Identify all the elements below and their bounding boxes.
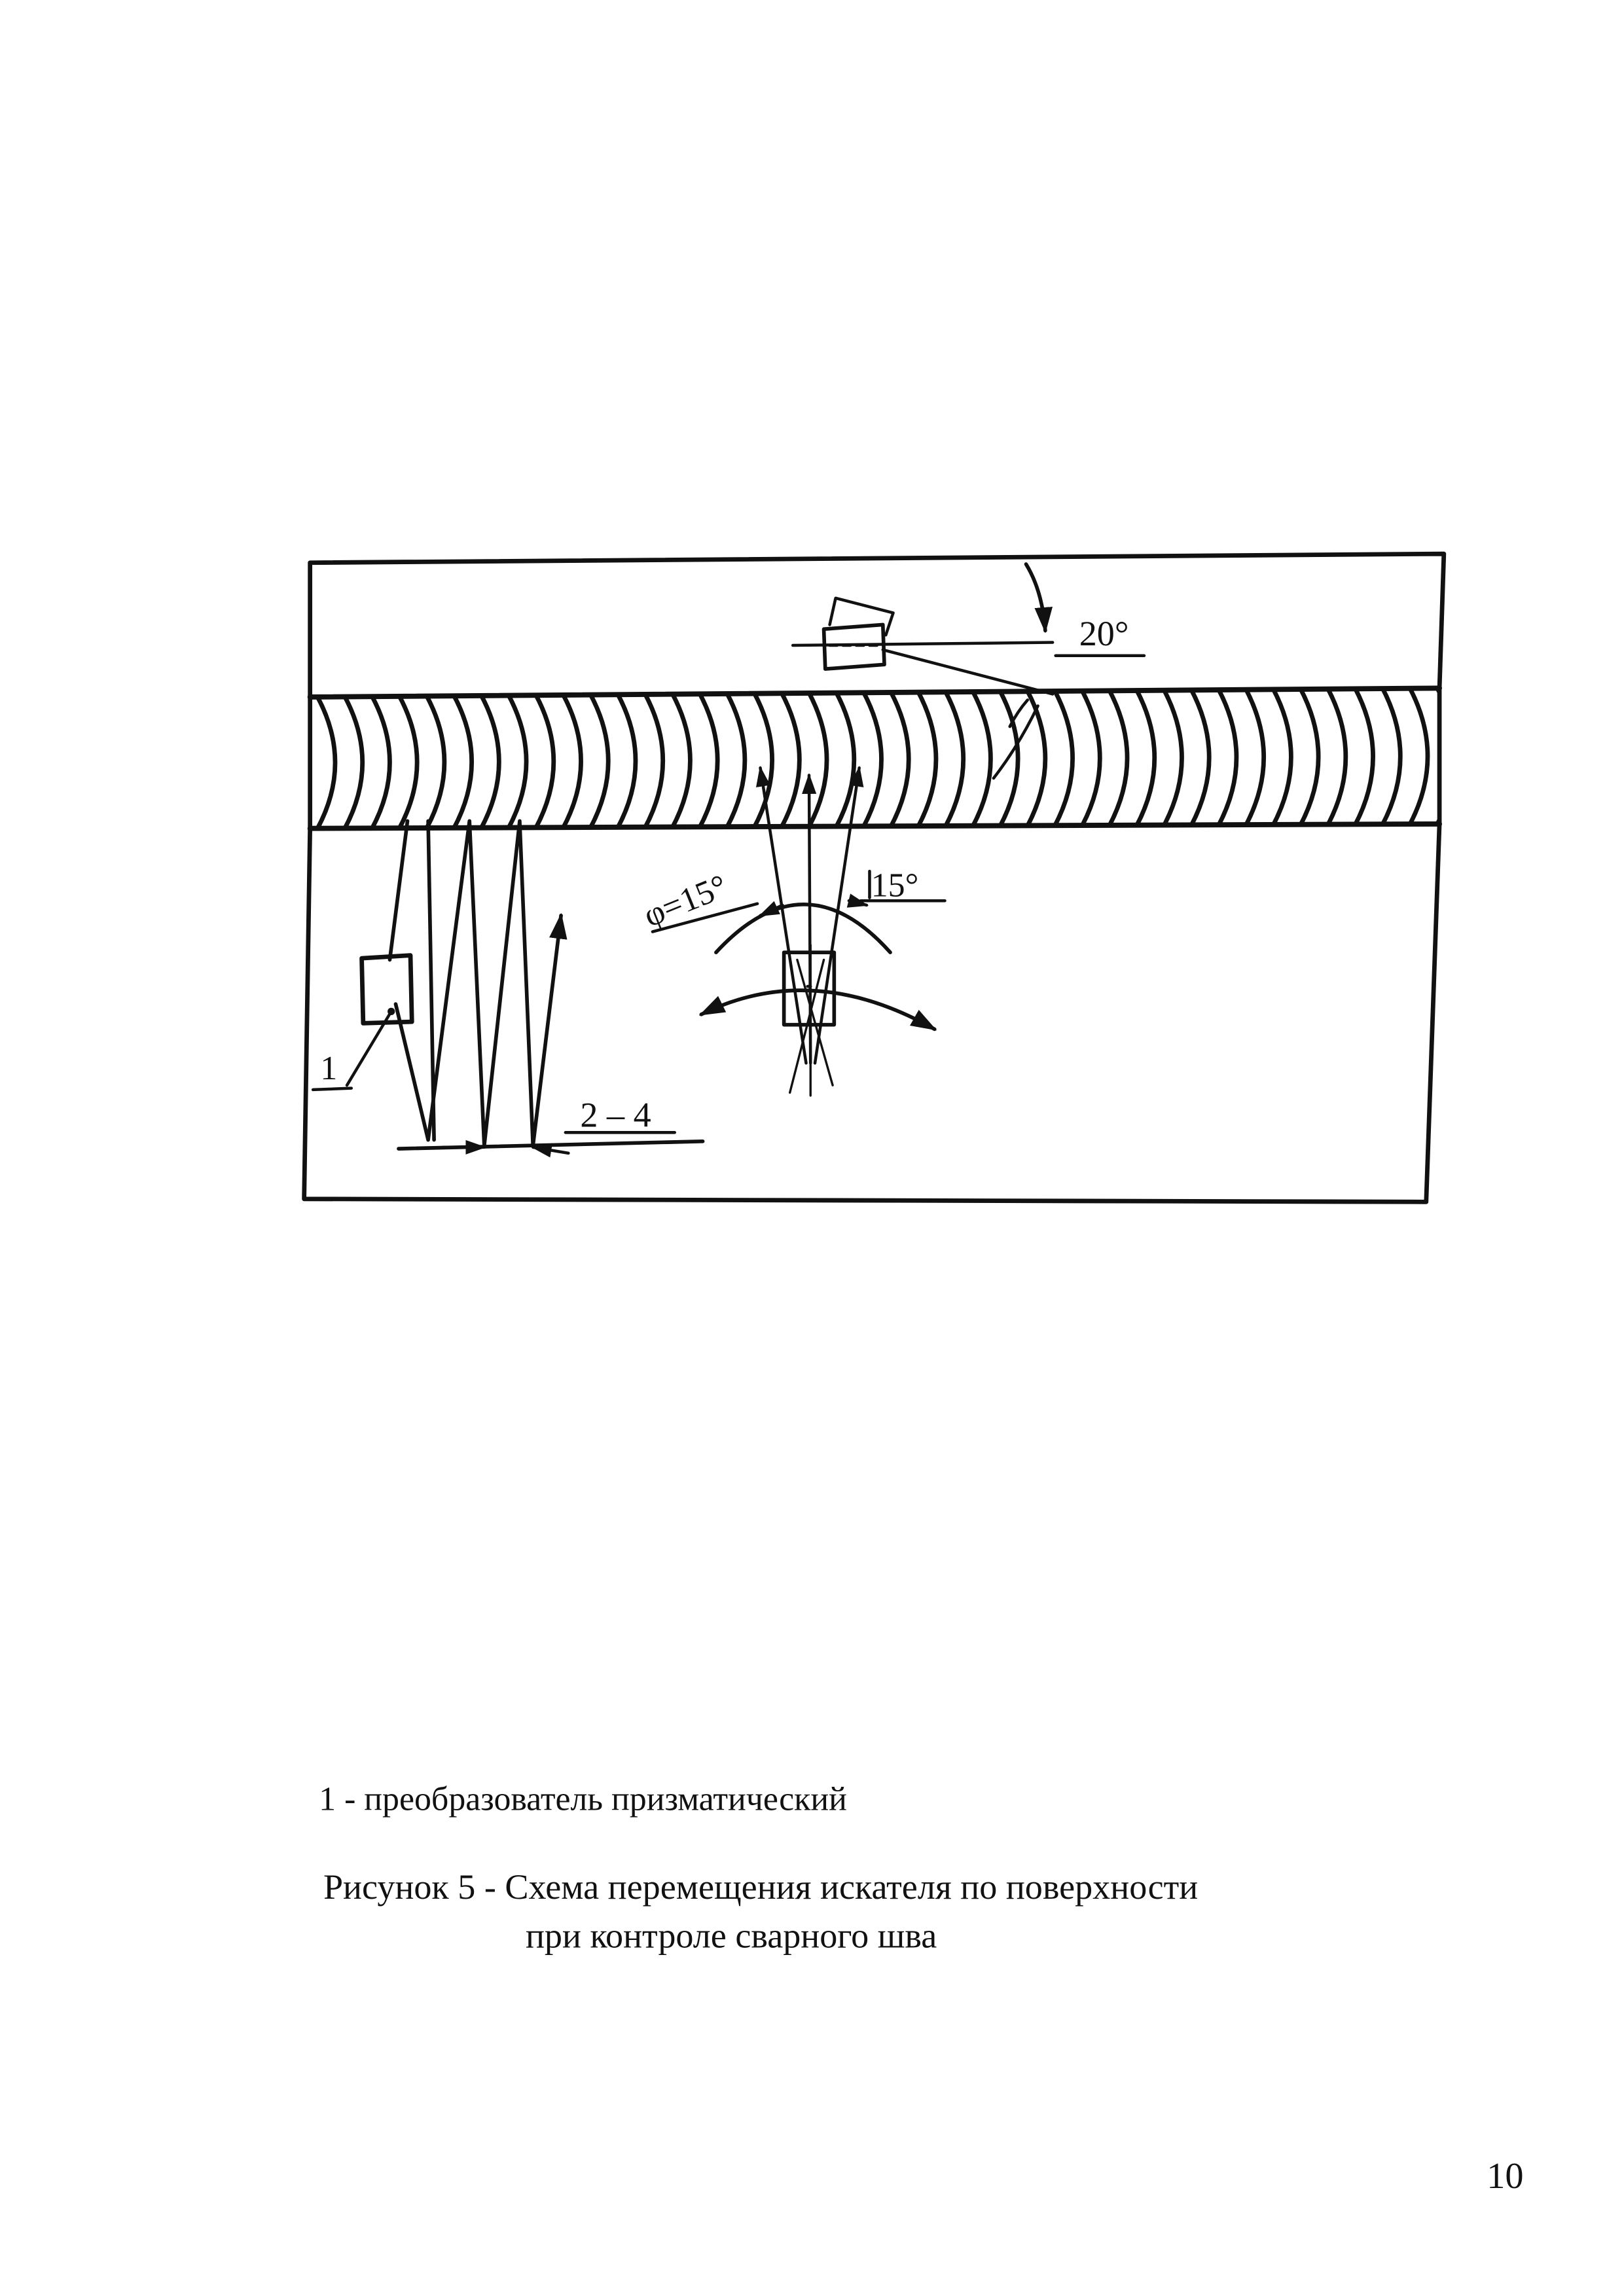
weld-ripple-arc [890, 690, 909, 829]
weld-ripple-arc [1190, 687, 1209, 828]
weld-ripple-arc [1327, 686, 1346, 827]
legend-item-1: 1 - преобразователь призматический [319, 1780, 847, 1818]
zigzag-scan-path [389, 821, 702, 1153]
page-number: 10 [1487, 2155, 1524, 2197]
rotation-arc-upper [716, 905, 890, 952]
weld-seam [310, 685, 1455, 831]
transducer-body [362, 956, 412, 1024]
rotation-arc-lower-stub [1010, 700, 1028, 726]
probe-turning-15deg [653, 768, 945, 1096]
rotation-arc-20deg [1026, 564, 1045, 630]
weld-ripple-arc [343, 694, 362, 831]
weld-ripple-arc [534, 692, 553, 831]
weld-ripple-arc [507, 692, 526, 831]
weld-ripple-arc [452, 693, 471, 831]
weld-ripple-arc [643, 691, 662, 830]
probe-20deg-beam-line [883, 650, 1053, 694]
weld-ripple-arc [726, 691, 745, 829]
weld-ripple-arc [1272, 687, 1291, 828]
weld-ripple-arc [1053, 689, 1072, 829]
weld-ripple-arc [1081, 688, 1100, 828]
weld-ripple-arc [698, 691, 717, 830]
weld-ripple-arc [1218, 687, 1236, 828]
weld-ripple-arc [1108, 688, 1127, 829]
weld-ripple-arc [617, 692, 636, 831]
weld-ripple-arc [398, 693, 417, 831]
leader-underline [313, 1088, 352, 1090]
weld-ripple-arc [1409, 685, 1428, 827]
weld-ripple-arc [480, 692, 499, 831]
weld-ripple-arc [1381, 686, 1400, 827]
weld-bottom-edge [310, 824, 1439, 829]
zigzag-line [395, 821, 561, 1145]
beam-line [815, 768, 859, 1063]
weld-ripple-arc [971, 689, 990, 829]
step-arrow-left [533, 1147, 568, 1153]
weld-ripple-arc [671, 691, 690, 830]
label-transducer-1: 1 [320, 1050, 338, 1088]
figure-caption-line-1: Рисунок 5 - Схема перемещения искателя по поверхности [323, 1867, 1199, 1907]
scan-scheme-figure [304, 554, 1455, 1202]
label-phi-15deg: φ=15° [638, 867, 733, 935]
weld-ripple-arc [944, 689, 963, 829]
weld-ripple-arc [370, 694, 389, 831]
weld-ripple-arc [1299, 687, 1318, 828]
weld-ripple-arc [589, 692, 608, 830]
weld-ripple-arc [753, 691, 772, 829]
rotation-arc-upper-arrowhead [761, 905, 783, 916]
weld-ripple-arc [917, 689, 936, 829]
weld-ripple-arc [1244, 687, 1263, 827]
weld-ripples [316, 685, 1455, 831]
weld-ripple-arc [562, 692, 581, 830]
weld-ripple-arc [1135, 688, 1154, 829]
probe-rotating-20deg [793, 564, 1144, 778]
label-15deg: 15° [871, 867, 919, 905]
weld-ripple-arc [835, 690, 854, 829]
weld-ripple-arc [1354, 686, 1373, 827]
weld-ripple-arc [862, 690, 881, 829]
weld-ripple-arc [316, 694, 335, 831]
weld-ripple-arc [1163, 687, 1182, 828]
label-20deg: 20° [1079, 614, 1129, 654]
weld-ripple-arc [425, 693, 444, 831]
figure-caption-line-2: при контроле сварного шва [525, 1916, 937, 1956]
label-step-2-4: 2 – 4 [580, 1095, 651, 1135]
weld-ripple-arc [780, 691, 799, 830]
